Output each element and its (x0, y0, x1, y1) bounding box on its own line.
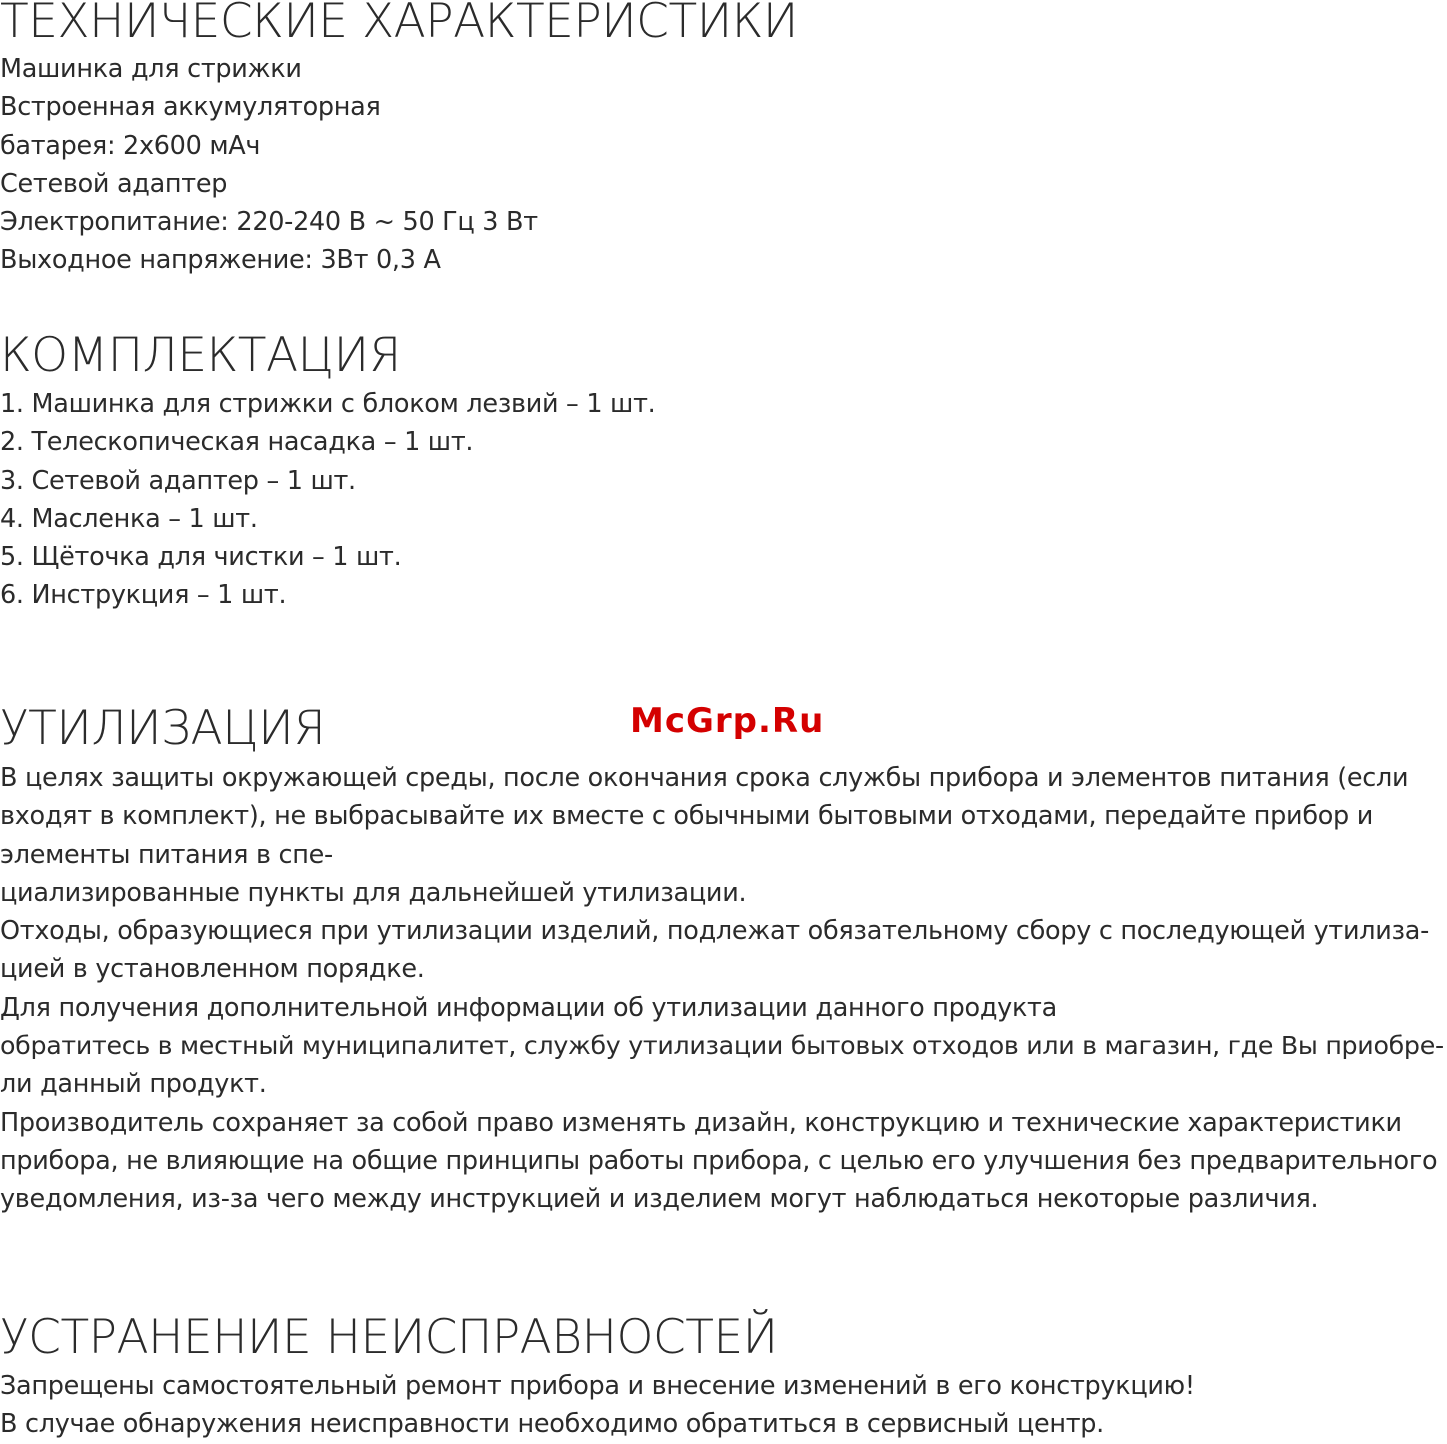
disposal-line: В целях защиты окружающей среды, после окончания срока службы прибора и элементов питания (если (0, 763, 1409, 793)
disposal-line: Производитель сохраняет за собой право изменять дизайн, конструкцию и технические характеристики (0, 1107, 1402, 1138)
package-list (0, 385, 655, 615)
specs-line: Машинка для стрижки (0, 54, 302, 84)
disposal-line: элементы питания в спе- (0, 839, 333, 870)
disposal-line: ли данный продукт. (0, 1069, 267, 1100)
specs-line: Выходное напряжение: 3Вт 0,3 А (0, 245, 441, 276)
package-heading: КОМПЛЕКТАЦИЯ (0, 328, 401, 383)
specs-line: батарея: 2х600 мАч (0, 130, 261, 161)
disposal-line: Для получения дополнительной информации об утилизации данного продукта (0, 992, 1057, 1023)
specs-line: Сетевой адаптер (0, 168, 228, 199)
disposal-line: циализированные пункты для дальнейшей утилизации. (0, 877, 747, 908)
package-item: 4. Масленка – 1 шт. (0, 503, 258, 534)
disposal-line: обратитесь в местный муниципалитет, службу утилизации бытовых отходов или в магазин, где Вы приобре- (0, 1031, 1444, 1061)
disposal-line: прибора, не влияющие на общие принципы работы прибора, с целью его улучшения без предварительного (0, 1145, 1438, 1176)
package-item: 1. Машинка для стрижки с блоком лезвий – 1 шт. (0, 389, 656, 419)
package-item: 5. Щёточка для чистки – 1 шт. (0, 542, 402, 573)
package-item: 3. Сетевой адаптер – 1 шт. (0, 465, 356, 496)
troubleshooting-line: Запрещены самостоятельный ремонт прибора и внесение изменений в его конструкцию! (0, 1371, 1195, 1401)
specs-list (0, 50, 538, 280)
package-item: 2. Телескопическая насадка – 1 шт. (0, 427, 474, 458)
specs-line: Встроенная аккумуляторная (0, 92, 381, 123)
disposal-text (0, 759, 1444, 1219)
troubleshooting-text (0, 1367, 1195, 1444)
disposal-heading: УТИЛИЗАЦИЯ (0, 701, 326, 756)
troubleshooting-line: В случае обнаружения неисправности необходимо обратиться в сервисный центр. (0, 1409, 1104, 1440)
disposal-line: цией в установленном порядке. (0, 954, 425, 985)
specs-line: Электропитание: 220-240 В ~ 50 Гц 3 Вт (0, 207, 538, 238)
troubleshooting-heading: УСТРАНЕНИЕ НЕИСПРАВНОСТЕЙ (0, 1310, 778, 1365)
watermark-logo: McGrp.Ru (630, 701, 825, 741)
specs-heading: ТЕХНИЧЕСКИЕ ХАРАКТЕРИСТИКИ (0, 0, 798, 49)
disposal-line: входят в комплект), не выбрасывайте их вместе с обычными бытовыми отходами, передайте прибор и (0, 801, 1374, 832)
disposal-line: уведомления, из-за чего между инструкцией и изделием могут наблюдаться некоторые различия. (0, 1184, 1319, 1215)
package-item: 6. Инструкция – 1 шт. (0, 580, 287, 611)
disposal-line: Отходы, образующиеся при утилизации изделий, подлежат обязательному сбору с последующей утилиза- (0, 916, 1429, 947)
